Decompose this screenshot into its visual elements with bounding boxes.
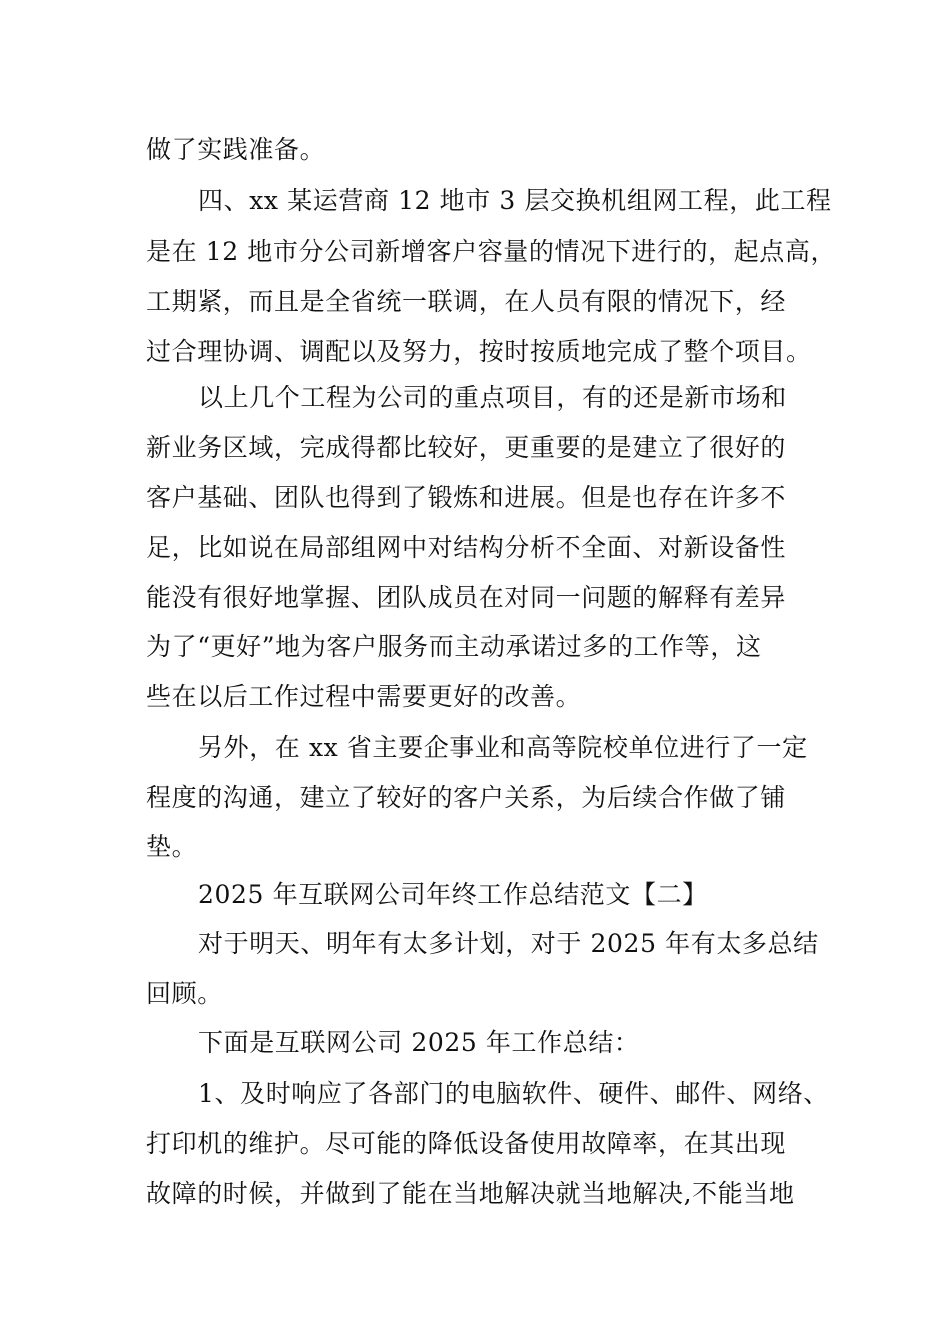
text-line: 是在 12 地市分公司新增客户容量的情况下进行的，起点高， — [146, 237, 837, 266]
text-line: 过合理协调、调配以及努力，按时按质地完成了整个项目。 — [146, 337, 812, 366]
text-line: 客户基础、团队也得到了锻炼和进展。但是也存在许多不 — [146, 483, 787, 512]
text-line: 程度的沟通，建立了较好的客户关系，为后续合作做了铺 — [146, 783, 787, 812]
text-line: 足，比如说在局部组网中对结构分析不全面、对新设备性 — [146, 533, 787, 562]
paragraph-start: 另外，在 xx 省主要企事业和高等院校单位进行了一定 — [198, 733, 808, 762]
text-line: 故障的时候，并做到了能在当地解决就当地解决,不能当地 — [146, 1179, 795, 1208]
text-line: 新业务区域，完成得都比较好，更重要的是建立了很好的 — [146, 433, 787, 462]
paragraph-start: 下面是互联网公司 2025 年工作总结： — [198, 1028, 640, 1057]
list-item-start: 1、及时响应了各部门的电脑软件、硬件、邮件、网络、 — [198, 1079, 829, 1108]
paragraph-start: 四、xx 某运营商 12 地市 3 层交换机组网工程，此工程 — [198, 186, 832, 215]
text-line: 垫。 — [146, 832, 198, 861]
text-line: 做了实践准备。 — [146, 135, 326, 164]
paragraph-start: 以上几个工程为公司的重点项目，有的还是新市场和 — [198, 383, 787, 412]
text-line: 回顾。 — [146, 979, 223, 1008]
text-line: 为了“更好”地为客户服务而主动承诺过多的工作等，这 — [146, 632, 762, 661]
paragraph-start: 对于明天、明年有太多计划，对于 2025 年有太多总结 — [198, 929, 819, 958]
text-line: 能没有很好地掌握、团队成员在对同一问题的解释有差异 — [146, 583, 787, 612]
text-line: 打印机的维护。尽可能的降低设备使用故障率，在其出现 — [146, 1129, 787, 1158]
text-line: 工期紧，而且是全省统一联调，在人员有限的情况下，经 — [146, 287, 787, 316]
text-line: 些在以后工作过程中需要更好的改善。 — [146, 682, 582, 711]
section-heading: 2025 年互联网公司年终工作总结范文【二】 — [198, 880, 708, 909]
